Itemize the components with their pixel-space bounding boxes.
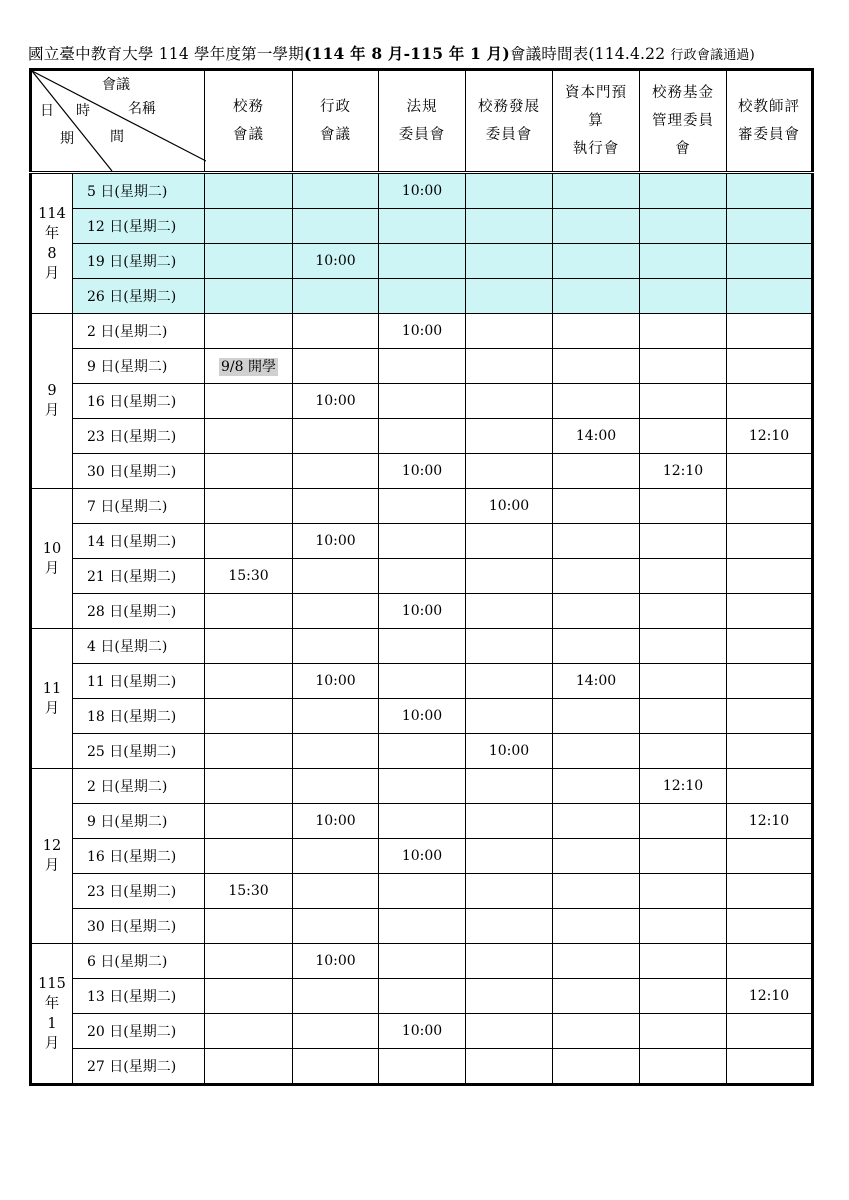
schedule-cell (727, 279, 813, 314)
schedule-cell (293, 629, 379, 664)
schedule-cell (640, 909, 727, 944)
schedule-cell (205, 173, 293, 209)
schedule-cell (640, 594, 727, 629)
schedule-cell: 10:00 (379, 699, 466, 734)
schedule-cell (640, 944, 727, 979)
schedule-cell (293, 874, 379, 909)
schedule-cell (466, 209, 553, 244)
schedule-cell (466, 944, 553, 979)
schedule-cell (553, 524, 640, 559)
schedule-cell: 15:30 (205, 874, 293, 909)
schedule-cell (727, 489, 813, 524)
corner-label-date-1: 日 (40, 103, 54, 119)
schedule-cell (293, 349, 379, 384)
schedule-cell (553, 874, 640, 909)
schedule-cell: 12:10 (727, 419, 813, 454)
month-label-part: 月 (44, 265, 60, 282)
schedule-cell (466, 173, 553, 209)
schedule-cell (205, 734, 293, 769)
schedule-cell (727, 244, 813, 279)
schedule-cell (727, 944, 813, 979)
schedule-cell: 14:00 (553, 419, 640, 454)
schedule-cell (293, 489, 379, 524)
schedule-cell (727, 524, 813, 559)
month-label-part: 月 (44, 858, 60, 874)
schedule-cell (293, 594, 379, 629)
schedule-cell (553, 314, 640, 349)
table-row (31, 629, 813, 664)
schedule-cell (553, 629, 640, 664)
schedule-cell (379, 244, 466, 279)
month-label-part: 8 (47, 245, 57, 262)
table-row (31, 244, 813, 279)
table-row (31, 734, 813, 769)
schedule-cell: 10:00 (293, 244, 379, 279)
schedule-cell (553, 594, 640, 629)
schedule-cell: 10:00 (379, 454, 466, 489)
schedule-cell (727, 874, 813, 909)
schedule-cell (205, 769, 293, 804)
title-part-2: (114 年 8 月-115 年 1 月) (303, 44, 510, 63)
schedule-cell (205, 594, 293, 629)
schedule-cell (293, 734, 379, 769)
schedule-cell (727, 734, 813, 769)
schedule-cell (205, 314, 293, 349)
table-row (31, 944, 813, 979)
date-cell: 23 日(星期二) (73, 419, 205, 454)
table-row (31, 839, 813, 874)
schedule-cell: 10:00 (379, 1014, 466, 1049)
schedule-cell (640, 244, 727, 279)
schedule-cell (727, 909, 813, 944)
schedule-cell (379, 944, 466, 979)
schedule-cell (727, 769, 813, 804)
schedule-cell (466, 1014, 553, 1049)
schedule-cell: 12:10 (727, 804, 813, 839)
schedule-cell (553, 979, 640, 1014)
schedule-cell (553, 1014, 640, 1049)
schedule-cell: 10:00 (293, 804, 379, 839)
schedule-cell (466, 874, 553, 909)
schedule-cell (553, 1049, 640, 1085)
schedule-cell (466, 909, 553, 944)
semester-start-note: 9/8 開學 (221, 359, 276, 375)
schedule-cell (379, 979, 466, 1014)
date-cell: 28 日(星期二) (73, 594, 205, 629)
schedule-cell: 10:00 (293, 384, 379, 419)
schedule-cell (640, 419, 727, 454)
schedule-cell: 10:00 (293, 524, 379, 559)
schedule-cell (727, 454, 813, 489)
col-header-administrative: 行政 會議 (293, 70, 379, 173)
month-label-part: 114 (38, 205, 66, 222)
schedule-cell (466, 314, 553, 349)
col-header-capital-budget: 資本門預 算 執行會 (553, 70, 640, 173)
date-cell: 27 日(星期二) (73, 1049, 205, 1085)
schedule-cell (205, 349, 293, 384)
schedule-cell (379, 909, 466, 944)
schedule-cell (205, 419, 293, 454)
date-cell: 14 日(星期二) (73, 524, 205, 559)
month-label-cell (31, 173, 73, 314)
schedule-cell (553, 559, 640, 594)
corner-header-cell (31, 70, 205, 173)
schedule-cell (640, 1014, 727, 1049)
schedule-cell (293, 419, 379, 454)
corner-label-meeting: 會議 (102, 77, 130, 93)
schedule-cell (466, 769, 553, 804)
schedule-cell (466, 804, 553, 839)
schedule-cell (293, 1014, 379, 1049)
date-cell: 5 日(星期二) (73, 173, 205, 209)
month-label-part: 年 (44, 225, 60, 242)
date-cell: 23 日(星期二) (73, 874, 205, 909)
schedule-cell (640, 734, 727, 769)
schedule-cell (553, 769, 640, 804)
schedule-cell (466, 384, 553, 419)
schedule-cell (466, 979, 553, 1014)
month-label-part: 1 (47, 1015, 57, 1032)
table-row (31, 804, 813, 839)
schedule-cell (379, 559, 466, 594)
table-row (31, 769, 813, 804)
date-cell: 20 日(星期二) (73, 1014, 205, 1049)
date-cell: 2 日(星期二) (73, 314, 205, 349)
title-part-4: 行政會議通過) (670, 48, 755, 63)
schedule-cell: 10:00 (379, 839, 466, 874)
schedule-cell (640, 173, 727, 209)
schedule-cell: 10:00 (379, 173, 466, 209)
schedule-cell (466, 839, 553, 874)
schedule-cell (293, 559, 379, 594)
schedule-cell (205, 664, 293, 699)
schedule-cell (553, 804, 640, 839)
schedule-body (31, 173, 813, 1085)
table-row (31, 489, 813, 524)
schedule-cell: 10:00 (293, 664, 379, 699)
month-label-cell (31, 629, 73, 769)
schedule-cell (205, 1014, 293, 1049)
table-row (31, 699, 813, 734)
schedule-cell (640, 664, 727, 699)
table-row (31, 1014, 813, 1049)
month-label-part: 11 (42, 680, 62, 697)
schedule-cell (379, 209, 466, 244)
schedule-cell (553, 734, 640, 769)
schedule-cell (466, 664, 553, 699)
date-cell: 11 日(星期二) (73, 664, 205, 699)
date-cell: 18 日(星期二) (73, 699, 205, 734)
schedule-cell (466, 524, 553, 559)
schedule-cell (205, 209, 293, 244)
schedule-cell (293, 699, 379, 734)
date-cell: 25 日(星期二) (73, 734, 205, 769)
table-row (31, 1049, 813, 1085)
schedule-cell (727, 839, 813, 874)
date-cell: 16 日(星期二) (73, 384, 205, 419)
corner-label-date-2: 期 (60, 131, 74, 147)
schedule-cell (640, 314, 727, 349)
schedule-cell (205, 279, 293, 314)
table-row (31, 173, 813, 209)
month-label-part: 月 (44, 560, 60, 577)
date-cell: 30 日(星期二) (73, 454, 205, 489)
month-label-part: 月 (44, 403, 60, 419)
schedule-cell (553, 209, 640, 244)
schedule-cell (379, 629, 466, 664)
schedule-cell (205, 454, 293, 489)
month-label-part: 月 (44, 1035, 60, 1052)
schedule-cell (205, 839, 293, 874)
schedule-cell (379, 489, 466, 524)
schedule-cell (379, 734, 466, 769)
schedule-cell (379, 804, 466, 839)
schedule-cell (640, 804, 727, 839)
date-cell: 16 日(星期二) (73, 839, 205, 874)
schedule-cell (293, 314, 379, 349)
schedule-cell (553, 909, 640, 944)
date-cell: 9 日(星期二) (73, 349, 205, 384)
month-label-cell (31, 944, 73, 1085)
col-header-development: 校務發展 委員會 (466, 70, 553, 173)
schedule-cell (553, 384, 640, 419)
schedule-cell (379, 664, 466, 699)
table-row (31, 979, 813, 1014)
schedule-cell (205, 909, 293, 944)
date-cell: 19 日(星期二) (73, 244, 205, 279)
schedule-cell (379, 279, 466, 314)
schedule-cell (553, 279, 640, 314)
schedule-cell (293, 979, 379, 1014)
date-cell: 2 日(星期二) (73, 769, 205, 804)
schedule-cell (640, 524, 727, 559)
date-cell: 26 日(星期二) (73, 279, 205, 314)
month-label-part: 12 (42, 838, 62, 854)
schedule-cell (466, 594, 553, 629)
schedule-cell (205, 979, 293, 1014)
schedule-cell (205, 1049, 293, 1085)
schedule-cell (640, 209, 727, 244)
month-label-cell (31, 769, 73, 944)
schedule-cell (293, 454, 379, 489)
schedule-cell (205, 944, 293, 979)
schedule-cell (466, 629, 553, 664)
table-row (31, 454, 813, 489)
schedule-cell (379, 419, 466, 454)
schedule-cell (727, 349, 813, 384)
schedule-cell (553, 699, 640, 734)
schedule-cell: 10:00 (293, 944, 379, 979)
schedule-cell (205, 804, 293, 839)
title-part-1: 國立臺中教育大學 114 學年度第一學期 (28, 45, 304, 63)
table-row (31, 524, 813, 559)
month-label-part: 115 (38, 975, 66, 992)
col-header-fund-management: 校務基金 管理委員 會 (640, 70, 727, 173)
col-header-school-affairs: 校務 會議 (205, 70, 293, 173)
schedule-cell (640, 699, 727, 734)
schedule-cell (205, 699, 293, 734)
schedule-cell (466, 279, 553, 314)
schedule-cell (379, 1049, 466, 1085)
schedule-cell (466, 349, 553, 384)
schedule-cell (553, 454, 640, 489)
schedule-cell (553, 489, 640, 524)
schedule-cell (640, 839, 727, 874)
meeting-schedule-table (29, 68, 814, 1086)
corner-label-time-2: 間 (110, 129, 124, 145)
schedule-cell: 15:30 (205, 559, 293, 594)
schedule-cell (466, 244, 553, 279)
date-cell: 4 日(星期二) (73, 629, 205, 664)
schedule-cell (466, 559, 553, 594)
schedule-cell (205, 489, 293, 524)
schedule-cell (293, 1049, 379, 1085)
schedule-cell (293, 209, 379, 244)
date-cell: 9 日(星期二) (73, 804, 205, 839)
col-header-regulations: 法規 委員會 (379, 70, 466, 173)
date-cell: 30 日(星期二) (73, 909, 205, 944)
schedule-cell (727, 559, 813, 594)
schedule-cell (640, 629, 727, 664)
date-cell: 12 日(星期二) (73, 209, 205, 244)
schedule-cell (640, 489, 727, 524)
month-label-cell (31, 489, 73, 629)
schedule-cell (727, 664, 813, 699)
schedule-cell (466, 454, 553, 489)
schedule-cell: 14:00 (553, 664, 640, 699)
schedule-cell: 12:10 (727, 979, 813, 1014)
corner-label-name: 名稱 (128, 101, 156, 117)
schedule-cell (379, 524, 466, 559)
schedule-cell: 10:00 (466, 489, 553, 524)
table-row (31, 559, 813, 594)
month-label-part: 年 (44, 995, 60, 1012)
schedule-cell (640, 349, 727, 384)
schedule-cell (727, 1014, 813, 1049)
schedule-cell (205, 524, 293, 559)
page-title (28, 42, 828, 64)
table-row (31, 874, 813, 909)
schedule-cell: 10:00 (379, 594, 466, 629)
date-cell: 13 日(星期二) (73, 979, 205, 1014)
schedule-cell (553, 944, 640, 979)
month-label-cell (31, 314, 73, 489)
table-row (31, 209, 813, 244)
schedule-cell (466, 699, 553, 734)
table-row (31, 594, 813, 629)
schedule-cell (640, 874, 727, 909)
schedule-cell (293, 839, 379, 874)
schedule-cell (466, 1049, 553, 1085)
schedule-cell (205, 384, 293, 419)
table-row (31, 909, 813, 944)
schedule-cell (640, 279, 727, 314)
schedule-cell (466, 419, 553, 454)
table-row (31, 664, 813, 699)
schedule-cell (293, 173, 379, 209)
title-part-3: 會議時間表(114.4.22 (509, 45, 671, 63)
month-label-part: 10 (42, 540, 62, 557)
col-header-teacher-evaluation: 校教師評 審委員會 (727, 70, 813, 173)
schedule-cell: 10:00 (379, 314, 466, 349)
table-row (31, 419, 813, 454)
schedule-cell (205, 244, 293, 279)
table-row (31, 314, 813, 349)
schedule-cell (727, 314, 813, 349)
schedule-cell (379, 349, 466, 384)
schedule-cell (379, 874, 466, 909)
schedule-cell (553, 839, 640, 874)
schedule-cell (727, 384, 813, 419)
schedule-cell (727, 594, 813, 629)
table-row (31, 279, 813, 314)
month-label-part: 9 (47, 383, 57, 399)
schedule-cell (640, 384, 727, 419)
date-cell: 6 日(星期二) (73, 944, 205, 979)
schedule-cell (640, 559, 727, 594)
schedule-cell (727, 173, 813, 209)
table-row (31, 349, 813, 384)
corner-label-time-1: 時 (76, 103, 90, 119)
header-row (31, 70, 813, 173)
schedule-cell: 12:10 (640, 454, 727, 489)
table-row (31, 384, 813, 419)
schedule-cell (293, 909, 379, 944)
schedule-cell (379, 384, 466, 419)
month-label-part: 月 (44, 700, 60, 717)
schedule-cell (553, 244, 640, 279)
schedule-cell (293, 279, 379, 314)
schedule-cell: 10:00 (466, 734, 553, 769)
schedule-cell (205, 629, 293, 664)
schedule-cell (553, 173, 640, 209)
schedule-cell (727, 629, 813, 664)
date-cell: 21 日(星期二) (73, 559, 205, 594)
date-cell: 7 日(星期二) (73, 489, 205, 524)
schedule-cell (727, 699, 813, 734)
schedule-cell: 12:10 (640, 769, 727, 804)
schedule-cell (640, 979, 727, 1014)
schedule-cell (727, 209, 813, 244)
schedule-cell (293, 769, 379, 804)
schedule-cell (553, 349, 640, 384)
schedule-cell (379, 769, 466, 804)
schedule-cell (640, 1049, 727, 1085)
schedule-cell (727, 1049, 813, 1085)
